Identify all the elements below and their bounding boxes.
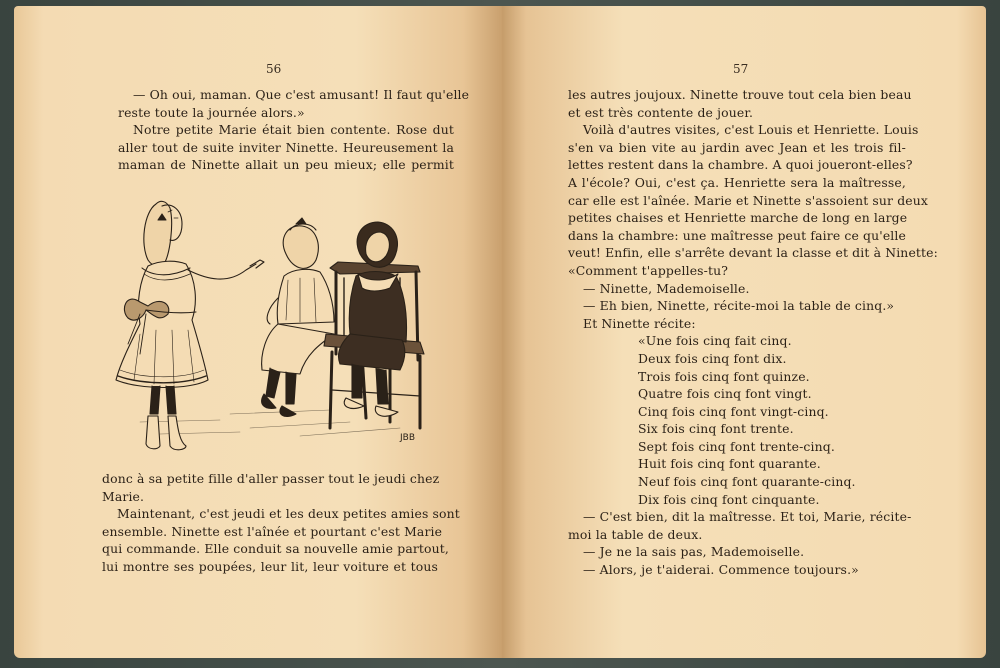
poem-line: Cinq fois cinq font vingt-cinq. xyxy=(638,403,829,419)
poem-line: Quatre fois cinq font vingt. xyxy=(638,386,812,402)
text-line: ensemble. Ninette est l'aînée et pourtant c'est Marie xyxy=(102,523,443,539)
text-line: — Ninette, Mademoiselle. xyxy=(583,280,750,296)
text-line: s'en va bien vite au jardin avec Jean et les trois fil- xyxy=(568,139,906,155)
right-page xyxy=(502,6,986,658)
text-line: dans la chambre: une maîtresse peut faire ce qu'elle xyxy=(568,227,907,243)
text-line: Notre petite Marie était bien contente. Rose dut xyxy=(133,122,454,138)
text-line: lui montre ses poupées, leur lit, leur voiture et tous xyxy=(102,558,438,574)
text-line: les autres joujoux. Ninette trouve tout cela bien beau xyxy=(568,87,912,102)
text-line: veut! Enfin, elle s'arrête devant la classe et dit à Ninette: xyxy=(568,245,938,261)
right-text xyxy=(568,86,938,579)
poem-line: Dix fois cinq font cinquante. xyxy=(638,491,820,507)
text-line: Maintenant, c'est jeudi et les deux petites amies sont xyxy=(117,506,460,522)
poem-line: Sept fois cinq font trente-cinq. xyxy=(638,438,835,454)
left-page xyxy=(14,6,502,658)
text-line: «Comment t'appelles-tu? xyxy=(568,262,729,278)
text-line: car elle est l'aînée. Marie et Ninette s'assoient sur deux xyxy=(568,192,929,208)
text-line: maman de Ninette allait un peu mieux; elle permit xyxy=(118,157,454,173)
page-number-right: 57 xyxy=(733,62,749,76)
page-number-left: 56 xyxy=(266,62,282,76)
poem-line: Neuf fois cinq font quarante-cinq. xyxy=(638,474,856,490)
text-line: lettes restent dans la chambre. A quoi joueront-elles? xyxy=(568,157,913,173)
text-line: aller tout de suite inviter Ninette. Heureusement la xyxy=(118,139,454,155)
poem-line: Deux fois cinq font dix. xyxy=(638,350,787,366)
text-line: — Eh bien, Ninette, récite-moi la table de cinq.» xyxy=(583,298,895,314)
text-line: — Je ne la sais pas, Mademoiselle. xyxy=(583,544,805,560)
text-line: donc à sa petite fille d'aller passer tout le jeudi chez xyxy=(102,471,440,486)
illustration-signature: JBB xyxy=(400,433,416,443)
poem-line: «Une fois cinq fait cinq. xyxy=(638,333,792,349)
text-line: petites chaises et Henriette marche de long en large xyxy=(568,210,908,226)
text-line: — Oh oui, maman. Que c'est amusant! Il faut qu'elle xyxy=(133,87,470,102)
text-line: — C'est bien, dit la maîtresse. Et toi, Marie, récite- xyxy=(583,509,912,525)
left-top-text xyxy=(118,86,470,174)
text-line: et est très contente de jouer. xyxy=(568,104,754,120)
left-bottom-text xyxy=(102,470,460,576)
text-line: Voilà d'autres visites, c'est Louis et Henriette. Louis xyxy=(583,122,919,138)
poem-line: Trois fois cinq font quinze. xyxy=(638,368,810,384)
multiplication-table-poem xyxy=(568,332,906,508)
poem-line: Six fois cinq font trente. xyxy=(638,421,794,437)
text-line: Marie. xyxy=(102,488,145,504)
text-line: — Alors, je t'aiderai. Commence toujours.» xyxy=(583,562,859,578)
text-line: reste toute la journée alors.» xyxy=(118,104,305,120)
text-line: Et Ninette récite: xyxy=(583,315,696,331)
text-line: moi la table de deux. xyxy=(568,526,703,542)
illustration-girls-playing-school xyxy=(100,184,430,456)
text-line: A l'école? Oui, c'est ça. Henriette sera la maîtresse, xyxy=(568,174,906,190)
poem-line: Huit fois cinq font quarante. xyxy=(638,456,821,472)
text-line: qui commande. Elle conduit sa nouvelle amie partout, xyxy=(102,541,450,557)
